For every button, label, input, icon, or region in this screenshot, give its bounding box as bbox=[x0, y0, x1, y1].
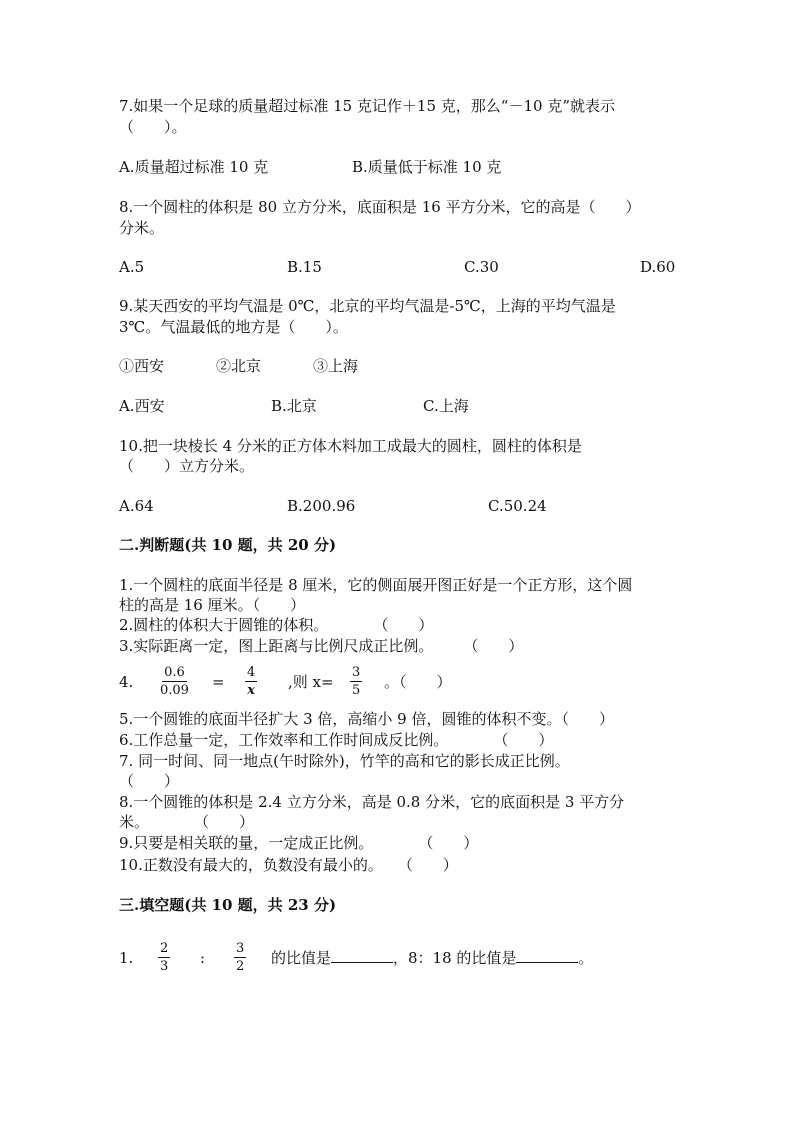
judge-10: 10.正数没有最大的，负数没有最小的。 （ ） bbox=[119, 856, 458, 874]
judge-4-equals: = bbox=[212, 673, 225, 691]
q8-option-c: C.30 bbox=[464, 258, 499, 276]
fraction-denominator: 3 bbox=[160, 959, 169, 974]
q10-option-a: A.64 bbox=[119, 497, 154, 515]
judge-5: 5.一个圆锥的底面半径扩大 3 倍，高缩小 9 倍，圆锥的体积不变。（ ） bbox=[119, 710, 614, 728]
judge-8-line1: 8.一个圆锥的体积是 2.4 立方分米，高是 0.8 分米，它的底面积是 3 平方分 bbox=[119, 793, 625, 811]
judge-4-end: 。（ ） bbox=[384, 673, 452, 691]
judge-4-fraction-3 bbox=[350, 665, 362, 698]
q9-line1: 9.某天西安的平均气温是 0℃，北京的平均气温是-5℃，上海的平均气温是 bbox=[119, 297, 616, 315]
section-2-title: 二.判断题(共 10 题，共 20 分) bbox=[119, 536, 337, 554]
fill-1-colon: : bbox=[200, 949, 206, 967]
q9-item-2: ②北京 bbox=[216, 357, 262, 375]
q9-line2: 3℃。气温最低的地方是（ ）。 bbox=[119, 318, 348, 336]
fraction-denominator: 5 bbox=[352, 683, 361, 698]
q10-option-c: C.50.24 bbox=[488, 497, 547, 515]
fill-1-fraction-b bbox=[234, 941, 246, 974]
judge-4-middle-text: ,则 x= bbox=[288, 673, 334, 691]
q7-line1: 7.如果一个足球的质量超过标准 15 克记作＋15 克，那么“－10 克”就表示 bbox=[119, 97, 615, 115]
fraction-numerator: 3 bbox=[236, 941, 245, 956]
answer-blank-1[interactable] bbox=[331, 948, 393, 963]
q10-line1: 10.把一块棱长 4 分米的正方体木料加工成最大的圆柱，圆柱的体积是 bbox=[119, 437, 582, 455]
section-3-title: 三.填空题(共 10 题，共 23 分) bbox=[119, 896, 337, 914]
q8-line1: 8.一个圆柱的体积是 80 立方分米，底面积是 16 平方分米，它的高是（ ） bbox=[119, 198, 641, 216]
judge-1-line1: 1.一个圆柱的底面半径是 8 厘米，它的侧面展开图正好是一个正方形，这个圆 bbox=[119, 576, 633, 594]
fraction-numerator: 0.6 bbox=[164, 665, 185, 680]
judge-1-line2: 柱的高是 16 厘米。（ ） bbox=[119, 596, 306, 614]
q10-option-b: B.200.96 bbox=[287, 497, 356, 515]
q7-line2: （ ）。 bbox=[119, 118, 187, 136]
fraction-numerator: 4 bbox=[247, 665, 256, 680]
fraction-numerator: 2 bbox=[160, 941, 169, 956]
fill-1-end: 。 bbox=[578, 949, 594, 967]
fill-1-label-1: 的比值是 bbox=[271, 949, 332, 967]
fill-1-text bbox=[271, 948, 593, 968]
q8-line2: 分米。 bbox=[119, 219, 165, 237]
judge-4-fraction-2 bbox=[245, 665, 257, 698]
q9-item-1: ①西安 bbox=[119, 357, 165, 375]
judge-4-number: 4. bbox=[119, 673, 134, 691]
judge-3: 3.实际距离一定，图上距离与比例尺成正比例。 （ ） bbox=[119, 637, 524, 655]
fraction-denominator: x bbox=[247, 683, 256, 698]
fraction-numerator: 3 bbox=[352, 665, 361, 680]
answer-blank-2[interactable] bbox=[516, 948, 578, 963]
q9-option-c: C.上海 bbox=[423, 397, 469, 415]
fill-1-fraction-a bbox=[158, 941, 170, 974]
judge-6: 6.工作总量一定，工作效率和工作时间成反比例。 （ ） bbox=[119, 731, 554, 749]
fill-1-number: 1. bbox=[119, 949, 134, 967]
judge-2: 2.圆柱的体积大于圆锥的体积。 （ ） bbox=[119, 616, 434, 634]
q8-option-b: B.15 bbox=[287, 258, 322, 276]
fraction-denominator: 0.09 bbox=[160, 683, 189, 698]
judge-8-line2: 米。 （ ） bbox=[119, 813, 255, 831]
q9-option-a: A.西安 bbox=[119, 397, 165, 415]
judge-9: 9.只要是相关联的量，一定成正比例。 （ ） bbox=[119, 834, 479, 852]
q9-option-b: B.北京 bbox=[271, 397, 317, 415]
q8-option-a: A.5 bbox=[119, 258, 145, 276]
q10-line2: （ ）立方分米。 bbox=[119, 457, 255, 475]
q8-option-d: D.60 bbox=[640, 258, 676, 276]
q9-item-3: ③上海 bbox=[313, 357, 359, 375]
judge-7-line1: 7. 同一时间、同一地点(午时除外)，竹竿的高和它的影长成正比例。 bbox=[119, 752, 570, 770]
fill-1-label-2: ，8：18 的比值是 bbox=[393, 949, 517, 967]
fraction-denominator: 2 bbox=[236, 959, 245, 974]
q7-option-b: B.质量低于标准 10 克 bbox=[352, 158, 502, 176]
judge-7-line2: （ ） bbox=[119, 772, 180, 790]
q7-option-a: A.质量超过标准 10 克 bbox=[119, 158, 269, 176]
judge-4-fraction-1 bbox=[160, 665, 189, 698]
